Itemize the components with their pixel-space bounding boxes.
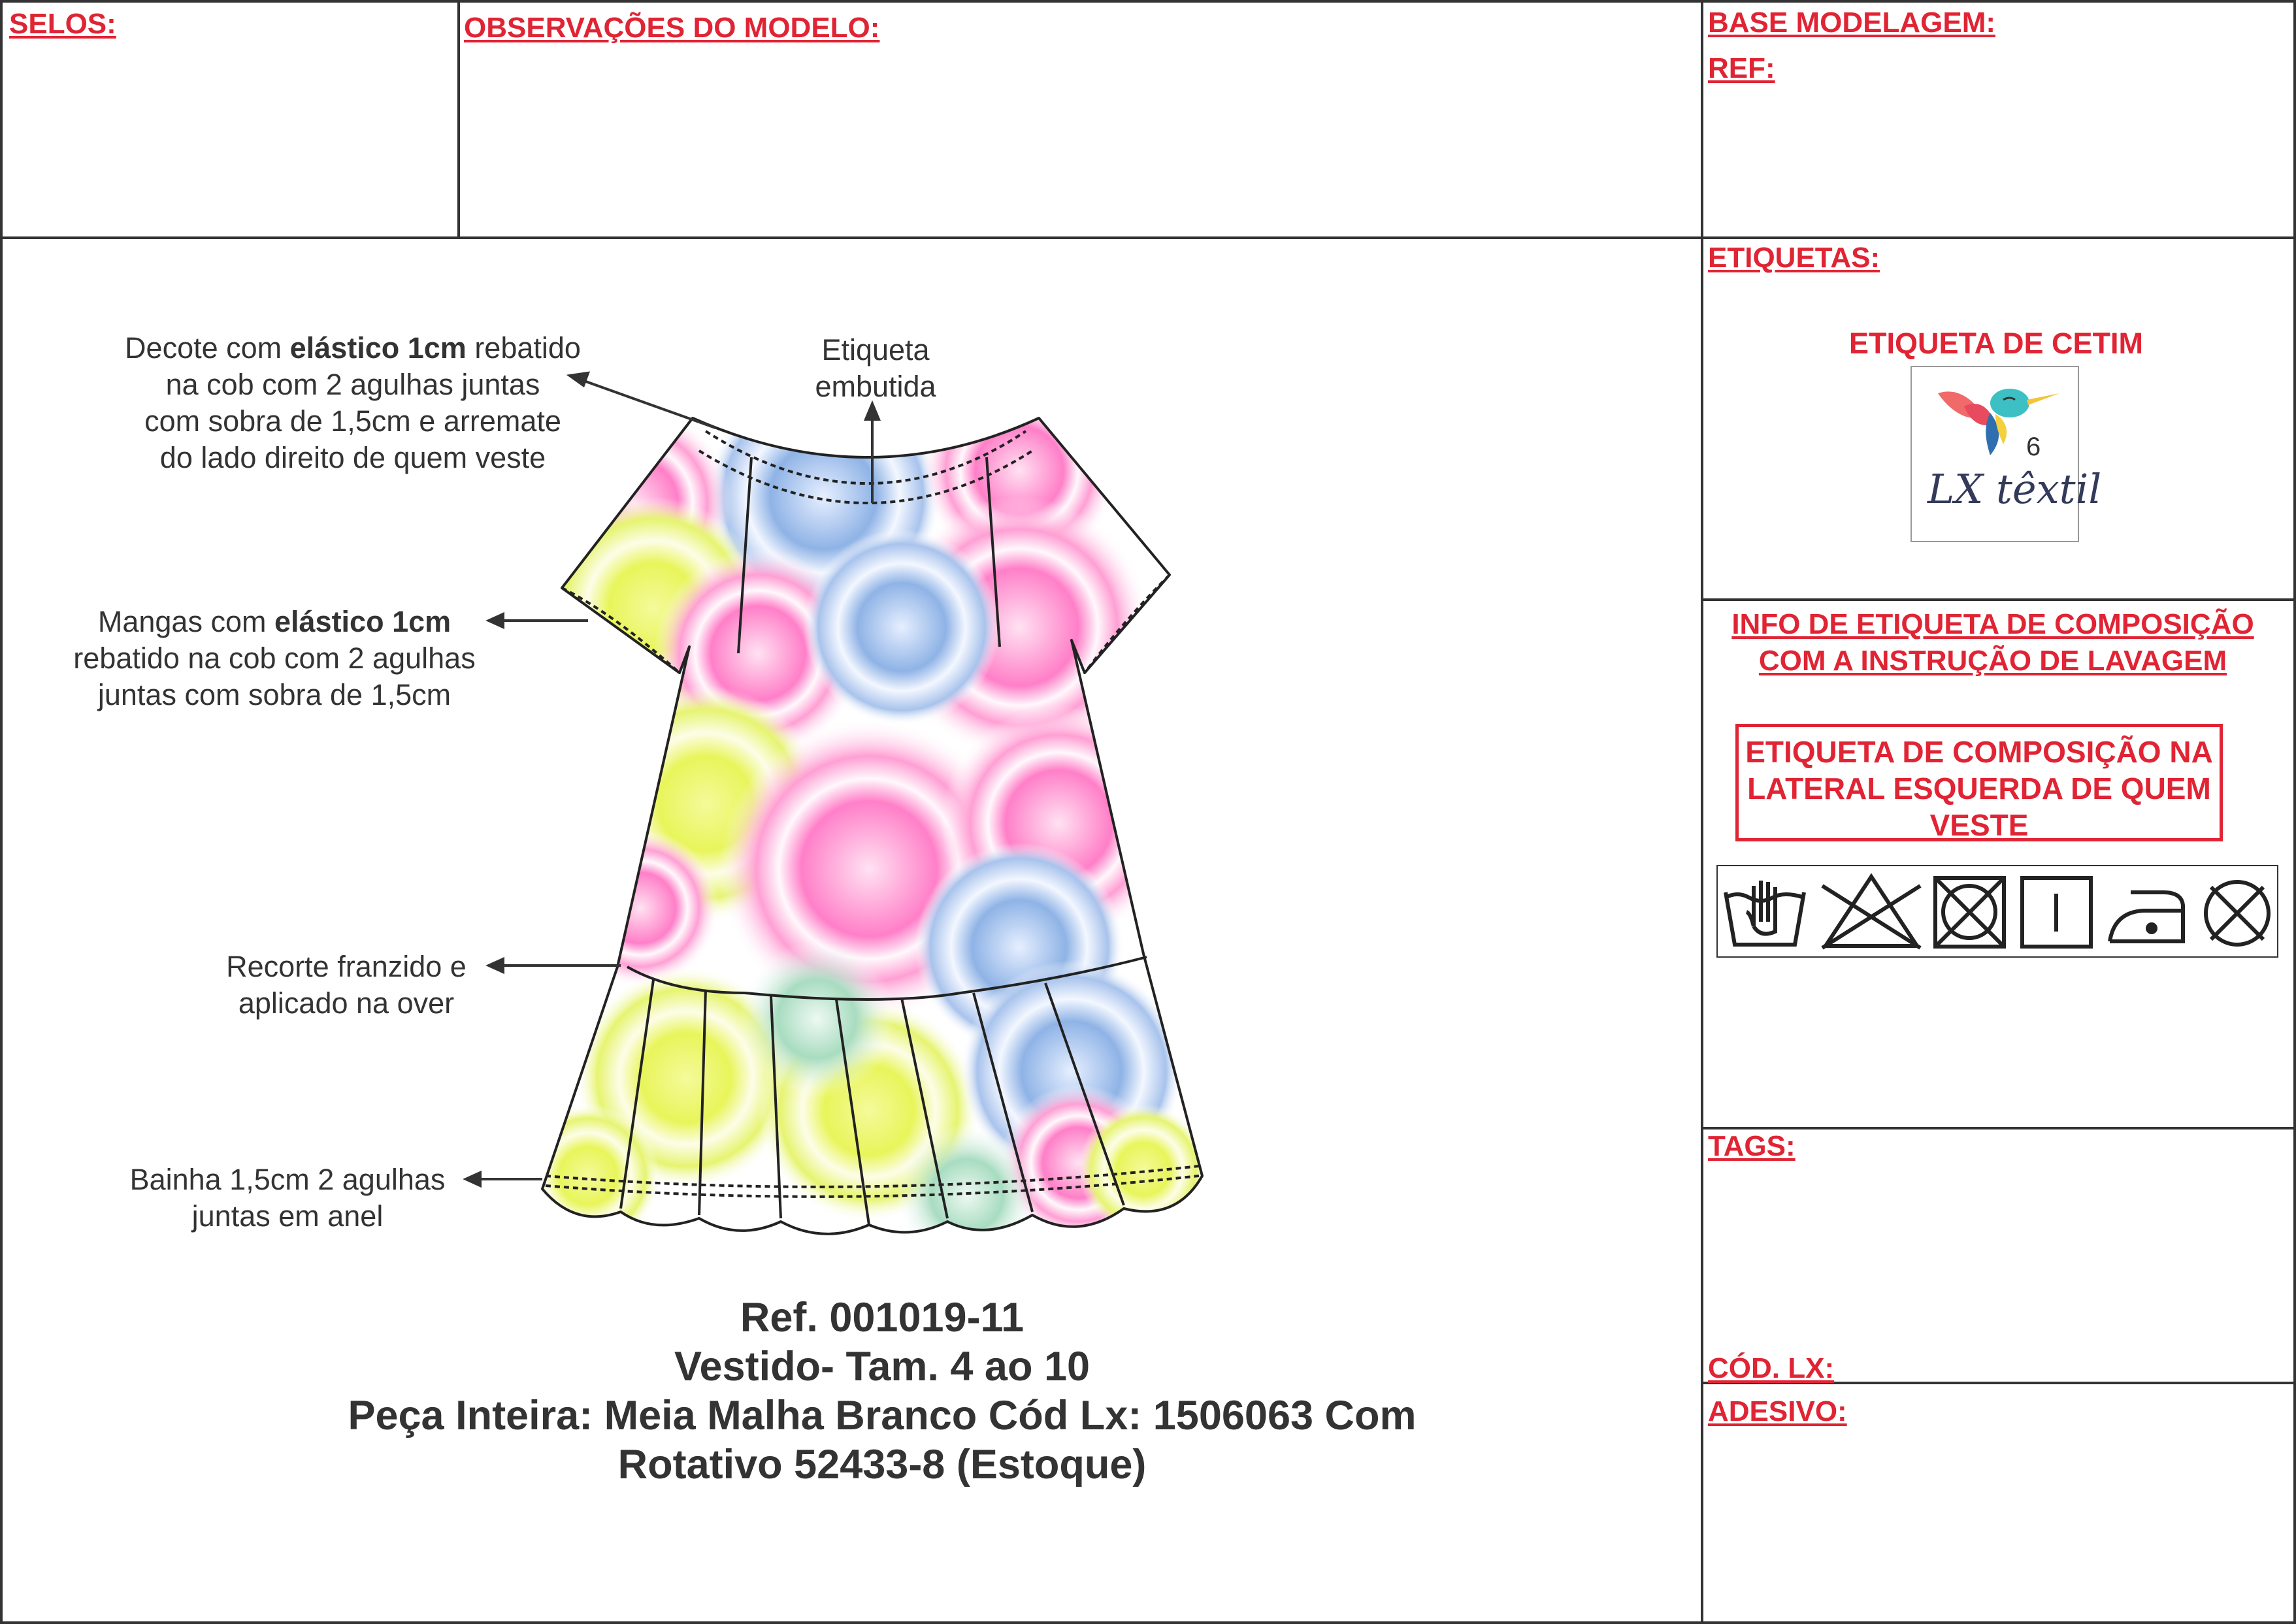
composicao-box-line3: VESTE (1929, 808, 2029, 842)
decote-l1a: Decote com (125, 331, 290, 365)
info-composicao-line2: COM A INSTRUÇÃO DE LAVAGEM (1758, 645, 2227, 677)
info-composicao-line1: INFO DE ETIQUETA DE COMPOSIÇÃO (1731, 608, 2254, 640)
lx-textil-logo (1911, 366, 2102, 542)
cod-lx-header: CÓD. LX: (1708, 1352, 1835, 1384)
line-dry-icon (2022, 878, 2091, 947)
selos-header: SELOS: (9, 8, 116, 40)
hand-wash-icon (1726, 881, 1804, 945)
do-not-bleach-icon (1822, 877, 1920, 948)
product-fabric-line2: Rotativo 52433-8 (Estoque) (617, 1442, 1147, 1487)
etiqueta-l2: embutida (815, 370, 936, 403)
product-title (274, 1293, 1490, 1489)
base-modelagem-header: BASE MODELAGEM: (1708, 7, 1995, 39)
etiquetas-header: ETIQUETAS: (1708, 242, 1880, 274)
decote-l2: na cob com 2 agulhas juntas (165, 368, 540, 401)
bainha-l2: juntas em anel (191, 1199, 384, 1233)
composicao-box-line2: LATERAL ESQUERDA DE QUEM (1747, 771, 2211, 805)
care-symbols-box (1716, 865, 2278, 958)
mangas-l1b: elástico 1cm (274, 605, 451, 638)
logo-number: 6 (2026, 432, 2041, 461)
decote-l1c: rebatido (466, 331, 581, 365)
product-fabric-line1: Peça Inteira: Meia Malha Branco Cód Lx: 1506063 Com (348, 1393, 1417, 1438)
do-not-tumble-dry-icon (1935, 878, 2004, 947)
tags-header: TAGS: (1708, 1130, 1796, 1162)
decote-note (78, 330, 627, 476)
etiqueta-cetim-title: ETIQUETA DE CETIM (1849, 327, 2143, 360)
recorte-l2: aplicado na over (238, 986, 455, 1020)
decote-l4: do lado direito de quem veste (159, 441, 546, 474)
mangas-l3: juntas com sobra de 1,5cm (97, 678, 451, 711)
bainha-l1: Bainha 1,5cm 2 agulhas (129, 1163, 446, 1196)
recorte-l1: Recorte franzido e (226, 950, 467, 983)
etiqueta-l1: Etiqueta (821, 333, 930, 366)
recorte-note (196, 949, 497, 1022)
bainha-note (105, 1161, 470, 1235)
product-name: Vestido- Tam. 4 ao 10 (674, 1344, 1091, 1389)
ref-header: REF: (1708, 52, 1775, 84)
info-composicao-title (1705, 606, 2280, 679)
mangas-note (39, 604, 510, 713)
composicao-box (1735, 724, 2223, 841)
decote-l1b: elástico 1cm (289, 331, 467, 365)
adesivo-header: ADESIVO: (1708, 1395, 1847, 1427)
hummingbird-icon (1912, 367, 2080, 465)
mangas-l2: rebatido na cob com 2 agulhas (73, 641, 476, 675)
logo-text: LX têxtil (1927, 465, 2102, 513)
mangas-l1a: Mangas com (97, 605, 274, 638)
do-not-dry-clean-icon (2206, 882, 2269, 945)
composicao-box-line1: ETIQUETA DE COMPOSIÇÃO NA (1745, 735, 2213, 769)
decote-l3: com sobra de 1,5cm e arremate (144, 404, 561, 438)
etiqueta-embutida-note (771, 332, 980, 405)
product-ref: Ref. 001019-11 (740, 1295, 1025, 1340)
observacoes-header: OBSERVAÇÕES DO MODELO: (464, 12, 880, 44)
iron-low-icon (2110, 892, 2183, 941)
